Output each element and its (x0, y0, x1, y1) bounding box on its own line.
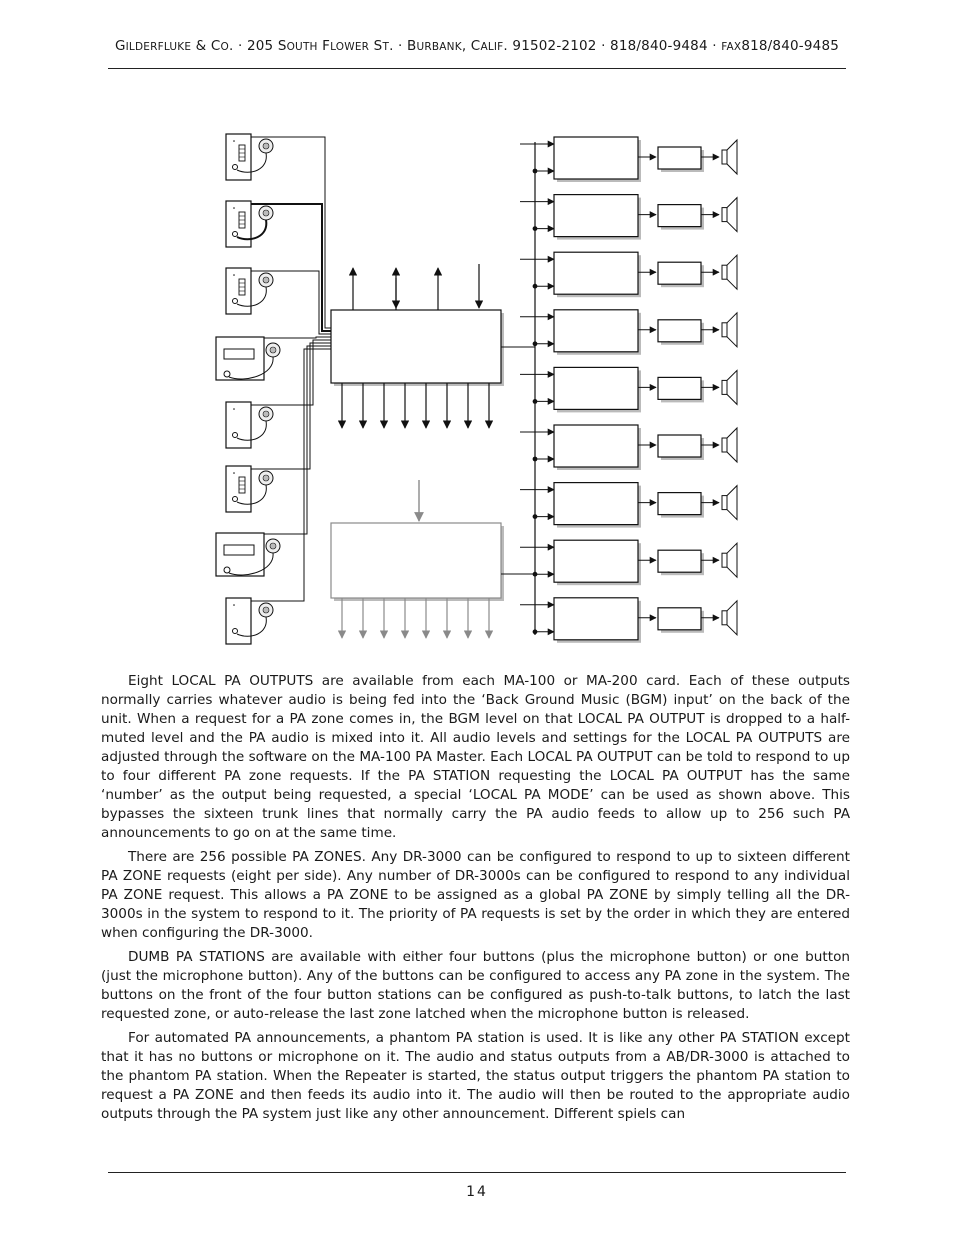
paragraph: There are 256 possible PA ZONES. Any DR-3000 can be configured to respond to up to sixteen different PA ZONE requests (eight per side). Any number of DR-3000s can be configured to respond to any individual PA ZONE request. This allows a PA ZONE to be assigned as a global PA ZONE by simply telling all the DR-3000s in the system to respond to it. The priority of PA requests is set by the order in which they are entered when configuring the DR-3000. (101, 849, 850, 941)
header-part: . · B (389, 38, 417, 54)
speaker-icon (722, 265, 727, 279)
pa-stations (216, 134, 280, 644)
header-part: FAX (721, 41, 742, 53)
speaker-icon (727, 486, 737, 520)
microphone-icon (263, 411, 269, 417)
local-pa-output (520, 252, 737, 297)
output-box (554, 195, 638, 237)
header-part: & C (191, 38, 221, 54)
local-pa-output (520, 598, 737, 643)
output-box (554, 252, 638, 294)
header-part: ILDERFLUKE (125, 41, 192, 53)
bus-junction (533, 284, 538, 289)
header-part: URBANK (416, 41, 462, 53)
header-part: 818/840-9485 (741, 38, 840, 54)
cord-jack (233, 629, 238, 634)
bus-junction (533, 457, 538, 462)
amplifier (658, 493, 701, 515)
lcd-display (224, 545, 254, 555)
header-part: . · 205 S (229, 38, 287, 54)
microphone-icon (263, 143, 269, 149)
local-pa-output (520, 195, 737, 240)
cord-jack (224, 371, 230, 377)
bus-junction (533, 572, 538, 577)
amplifier (658, 262, 701, 284)
pa-station (216, 533, 280, 576)
master-card (331, 310, 501, 383)
cord-jack (224, 567, 230, 573)
speaker-icon (727, 255, 737, 289)
header-part: O (220, 41, 229, 53)
header-part: , C (461, 38, 481, 54)
local-pa-output (520, 310, 737, 355)
amplifier (658, 147, 701, 169)
speaker-icon (727, 140, 737, 174)
indicator-dot (233, 472, 235, 474)
speaker-icon (722, 553, 727, 567)
cord-jack (233, 232, 238, 237)
pa-station-body (226, 466, 251, 512)
paragraph: DUMB PA STATIONS are available with either four buttons (plus the microphone button) or one button (just the microphone button). Any of the buttons can be configured to access any PA zone in the system. The buttons on the front of the four button stations can be configured as push-to-talk buttons, to latch the last requested zone, or auto-release the last zone latched when the microphone button is released. (101, 949, 850, 1022)
speaker-icon (727, 313, 737, 347)
speaker-icon (722, 380, 727, 394)
bus-junction (533, 629, 538, 634)
speaker-icon (727, 601, 737, 635)
amplifier (658, 435, 701, 457)
cord-jack (233, 165, 238, 170)
output-box (554, 137, 638, 179)
output-box (554, 540, 638, 582)
paragraph: For automated PA announcements, a phantom PA station is used. It is like any other PA STATION except that it has no buttons or microphone on it. The audio and status outputs from a AB/DR-3000 is attached to the phantom PA station. When the Repeater is started, the status output triggers the phantom PA station to request a PA ZONE and then feeds its audio into it. The audio will then be routed to the appropriate audio outputs through the PA system just like any other announcement. Different spiels can (101, 1030, 850, 1122)
header-rule (108, 68, 846, 69)
pa-station (226, 134, 273, 180)
bus-junction (533, 226, 538, 231)
microphone-icon (270, 347, 276, 353)
output-box (554, 598, 638, 640)
pa-station (216, 337, 280, 380)
pa-station-body (226, 598, 251, 644)
speaker-icon (727, 198, 737, 232)
speaker-icon (722, 611, 727, 625)
cord-jack (233, 433, 238, 438)
pa-station (226, 268, 273, 314)
header-part: F (317, 38, 331, 54)
indicator-dot (233, 408, 235, 410)
header-part: T (382, 41, 390, 53)
speaker-icon (727, 370, 737, 404)
microphone-icon (263, 607, 269, 613)
local-pa-output (520, 425, 737, 470)
station-wire (264, 346, 331, 534)
microphone-icon (263, 277, 269, 283)
header-part: S (369, 38, 383, 54)
amplifier (658, 608, 701, 630)
indicator-dot (233, 604, 235, 606)
cord-jack (233, 299, 238, 304)
indicator-dot (233, 274, 235, 276)
microphone-icon (263, 475, 269, 481)
output-box (554, 367, 638, 409)
pa-station (226, 466, 273, 512)
amplifier (658, 205, 701, 227)
indicator-dot (233, 207, 235, 209)
local-pa-output (520, 137, 737, 182)
pa-station-body (226, 402, 251, 448)
header-part: OUTH (286, 41, 318, 53)
speaker-icon (722, 208, 727, 222)
bus-junction (533, 169, 538, 174)
amplifier (658, 320, 701, 342)
output-box (554, 425, 638, 467)
amplifier (658, 377, 701, 399)
local-pa-output (520, 540, 737, 585)
header-part: LOWER (330, 41, 370, 53)
local-pa-output (520, 367, 737, 412)
pa-station (226, 402, 273, 448)
bus-junction (533, 399, 538, 404)
page-number: 14 (466, 1184, 488, 1200)
page-header (108, 38, 846, 54)
header-part: . 91502-2102 · 818/840-9484 · (503, 38, 722, 54)
footer-rule (108, 1172, 846, 1173)
pa-system-diagram (205, 128, 755, 648)
speaker-icon (722, 150, 727, 164)
bus-junction (533, 341, 538, 346)
lcd-display (224, 349, 254, 359)
speaker-icon (722, 496, 727, 510)
cards (331, 264, 535, 638)
paragraph: Eight LOCAL PA OUTPUTS are available from each MA-100 or MA-200 card. Each of these outputs normally carries whatever audio is being fed into the ‘Back Ground Music (BGM) input’ on the back of the unit. When a request for a PA zone comes in, the BGM level on that LOCAL PA OUTPUT is dropped to a half-muted level and the PA audio is mixed into it. All audio levels and settings for the LOCAL PA OUTPUTS are adjusted through the software on the MA-100 PA Master. Each LOCAL PA OUTPUT can be told to respond to up to four different PA zone requests. If the PA STATION requesting the LOCAL PA OUTPUT has the same ‘number’ as the output being requested, a special ‘LOCAL PA MODE’ can be used as shown above. This bypasses the sixteen trunk lines that normally carry the PA audio feeds to allow up to 256 such PA announcements to go on at the same time. (101, 673, 850, 841)
bus-junction (533, 514, 538, 519)
station-wire (264, 337, 331, 338)
local-pa-outputs (520, 137, 737, 643)
speaker-icon (722, 438, 727, 452)
speaker-icon (727, 428, 737, 462)
speaker-icon (722, 323, 727, 337)
pa-station-body (226, 268, 251, 314)
speaker-icon (727, 543, 737, 577)
pa-station (226, 598, 273, 644)
header-part: ALIF (480, 41, 504, 53)
amplifier (658, 550, 701, 572)
indicator-dot (233, 140, 235, 142)
pa-station (226, 201, 273, 247)
body-text (101, 672, 850, 1129)
microphone-icon (270, 543, 276, 549)
lower-card (331, 523, 501, 598)
output-box (554, 310, 638, 352)
microphone-icon (263, 210, 269, 216)
pa-station-body (226, 134, 251, 180)
cord-jack (233, 497, 238, 502)
header-part: G (114, 38, 126, 54)
output-box (554, 483, 638, 525)
local-pa-output (520, 483, 737, 528)
